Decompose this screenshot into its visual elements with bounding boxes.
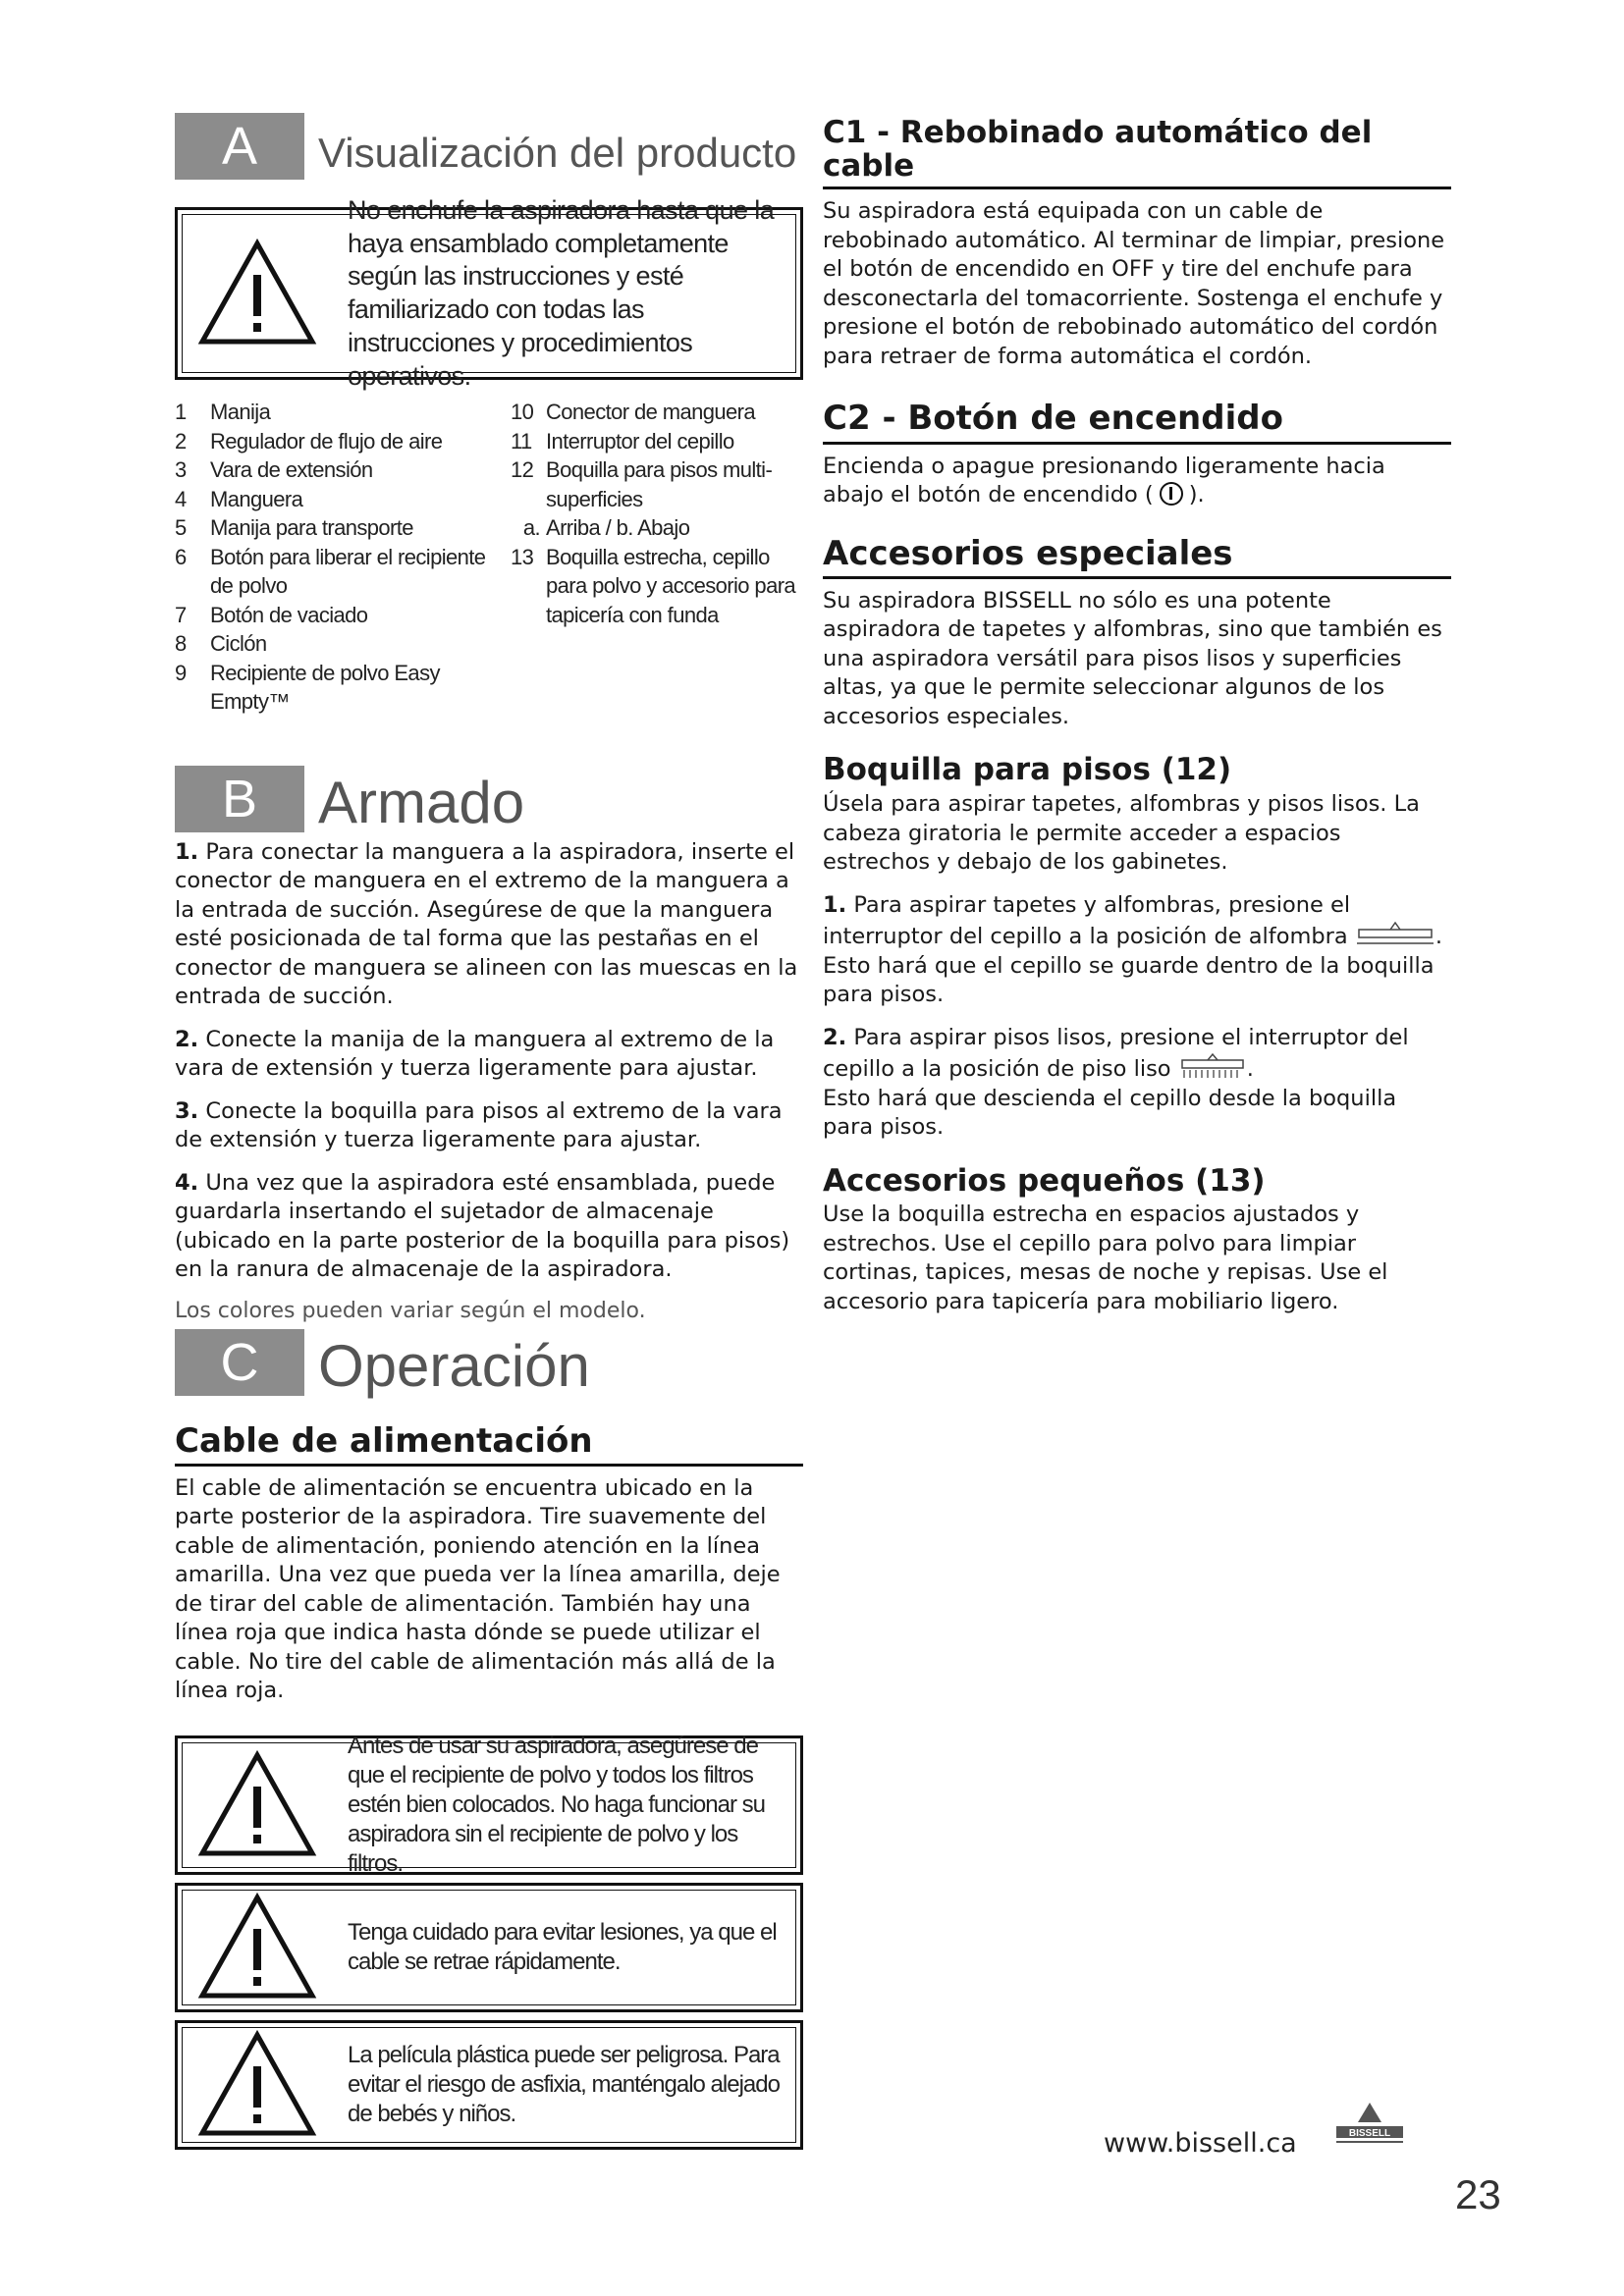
accessories-heading: Accesorios especiales <box>823 536 1451 579</box>
part-label: Ciclón <box>210 631 267 656</box>
part-item <box>511 543 803 630</box>
part-number: 12 <box>511 457 534 482</box>
floor-step-2 <box>823 1024 1451 1143</box>
part-label: Recipiente de polvo Easy Empty™ <box>210 660 440 714</box>
assembly-step <box>175 838 803 1012</box>
part-number: 7 <box>175 602 187 627</box>
floor-step-1-text-a: Para aspirar tapetes y alfombras, presione el interruptor del cepillo a la posición de alfombra <box>823 891 1351 950</box>
assembly-step-text: Una vez que la aspiradora esté ensamblada, puede guardarla insertando el sujetador de almacenaje (ubicado en la parte posterior de la boquilla para pisos) en la ranura de almacenaje de la aspiradora. <box>175 1169 790 1282</box>
part-label: Boquilla para pisos multi-superficies <box>546 457 773 511</box>
floor-step-2-number: 2. <box>823 1024 847 1050</box>
assembly-step-number: 1. <box>175 838 199 865</box>
c1-heading: C1 - Rebobinado automático del cable <box>823 116 1451 189</box>
part-item <box>511 455 803 513</box>
part-item <box>511 398 803 427</box>
part-label: Arriba / b. Abajo <box>546 515 690 540</box>
c2-text-part-b: ). <box>1188 482 1205 508</box>
part-label: Conector de manguera <box>546 400 756 424</box>
part-label: Manija para transporte <box>210 515 413 540</box>
right-column <box>823 116 1451 1330</box>
carpet-position-icon <box>1355 920 1435 949</box>
part-number: 11 <box>511 428 532 454</box>
small-accessories-text: Use la boquilla estrecha en espacios ajustados y estrechos. Use el cepillo para polvo para limpiar cortinas, tapices, mesas de noche y repisas. Use el accesorio para tapicería para mobiliario ligero. <box>823 1201 1388 1314</box>
assembly-steps <box>175 838 803 1285</box>
part-item <box>175 659 511 717</box>
floor-nozzle-text: Úsela para aspirar tapetes, alfombras y pisos lisos. La cabeza giratoria le permite acceder a espacios estrechos y debajo de los gabinetes. <box>823 791 1420 876</box>
warning-triangle-icon <box>196 1749 318 1861</box>
part-number: 9 <box>175 660 187 685</box>
part-label: Botón para liberar el recipiente de polvo <box>210 544 486 598</box>
warning-text-cable: Tenga cuidado para evitar lesiones, ya que el cable se retrae rápidamente. <box>348 1918 777 1975</box>
assembly-step <box>175 1026 803 1084</box>
parts-list-right <box>511 398 803 717</box>
part-number: a. <box>522 515 540 540</box>
section-b-title: Armado <box>318 769 525 835</box>
section-c-title: Operación <box>318 1332 590 1399</box>
assembly-step-text: Conecte la manija de la manguera al extremo de la vara de extensión y tuerza ligeramente para ajustar. <box>175 1026 775 1081</box>
part-number: 8 <box>175 631 187 656</box>
parts-list <box>175 398 803 717</box>
accessories-text: Su aspiradora BISSELL no sólo es una potente aspiradora de tapetes y alfombras, sino que también es una aspiradora versátil para pisos lisos y superficies altas, ya que le permite seleccionar algunos de los accesorios especiales. <box>823 587 1442 729</box>
floor-step-2-text-a: Para aspirar pisos lisos, presione el interruptor del cepillo a la posición de piso liso <box>823 1024 1409 1083</box>
c2-text <box>823 453 1451 510</box>
hard-floor-position-icon <box>1178 1052 1247 1082</box>
part-item <box>175 543 511 601</box>
power-icon <box>1160 482 1183 506</box>
warning-box-filters <box>175 1732 803 1877</box>
bissell-logo-text: BISSELL <box>1348 2128 1391 2139</box>
part-label: Manguera <box>210 486 303 511</box>
cable-heading: Cable de alimentación <box>175 1423 803 1467</box>
part-label: Vara de extensión <box>210 457 373 482</box>
section-b-header <box>175 766 803 835</box>
section-a-header <box>175 113 803 180</box>
assembly-step-number: 4. <box>175 1169 199 1196</box>
part-item <box>511 513 803 543</box>
floor-step-2-text-c: Esto hará que descienda el cepillo desde la boquilla para pisos. <box>823 1085 1397 1141</box>
part-item <box>175 398 511 427</box>
assembly-step-text: Para conectar la manguera a la aspiradora, inserte el conector de manguera en el extremo de la manguera a la entrada de succión. Asegúrese de que la manguera esté posicionada de tal forma que las pestañas en el conector de manguera se alineen con las muescas en la entrada de succión. <box>175 838 798 1009</box>
warning-text-plastic: La película plástica puede ser peligrosa. Para evitar el riesgo de asfixia, manténgalo alejado de bebés y niños. <box>348 2041 780 2127</box>
section-b-letter: B <box>175 766 304 832</box>
section-c-header <box>175 1329 803 1399</box>
assembly-step-number: 3. <box>175 1097 199 1124</box>
assembly-step-number: 2. <box>175 1026 199 1052</box>
part-item <box>511 427 803 456</box>
part-label: Manija <box>210 400 271 424</box>
assembly-step <box>175 1169 803 1285</box>
page-number: 23 <box>1455 2171 1501 2217</box>
floor-step-1 <box>823 891 1451 1010</box>
warning-text-assembly: No enchufe la aspiradora hasta que la haya ensamblado completamente según las instrucciones y esté familiarizado con todas las instrucciones y procedimientos operativos. <box>348 194 775 391</box>
warning-box-assembly <box>175 194 803 391</box>
bissell-logo <box>1330 2101 1409 2150</box>
website-url: www.bissell.ca <box>1104 2128 1297 2159</box>
part-item <box>175 455 511 485</box>
c2-text-part-a: Encienda o apague presionando ligeramente hacia abajo el botón de encendido ( <box>823 453 1385 508</box>
part-label: Interruptor del cepillo <box>546 428 734 454</box>
small-accessories-heading: Accesorios pequeños (13) <box>823 1162 1266 1199</box>
assembly-step-text: Conecte la boquilla para pisos al extremo de la vara de extensión y tuerza ligeramente para ajustar. <box>175 1097 783 1152</box>
left-column <box>175 113 803 2150</box>
parts-list-left <box>175 398 511 717</box>
part-number: 1 <box>175 400 187 424</box>
warning-triangle-icon <box>196 1892 318 2003</box>
part-number: 2 <box>175 428 187 454</box>
part-label: Boquilla estrecha, cepillo para polvo y accesorio para tapicería con funda <box>546 544 796 627</box>
warning-triangle-icon <box>196 238 318 349</box>
warning-box-cable <box>175 1883 803 2012</box>
section-a-title: Visualización del producto <box>318 130 797 176</box>
part-item <box>175 601 511 630</box>
part-label: Regulador de flujo de aire <box>210 428 443 454</box>
part-item <box>175 513 511 543</box>
floor-nozzle-heading: Boquilla para pisos (12) <box>823 752 1232 788</box>
color-note: Los colores pueden variar según el modelo. <box>175 1298 646 1323</box>
part-item <box>175 629 511 659</box>
warning-text-filters: Antes de usar su aspiradora, asegúrese de que el recipiente de polvo y todos los filtros estén bien colocados. No haga funcionar su aspiradora sin el recipiente de polvo y los filtros. <box>348 1732 765 1877</box>
part-item <box>175 485 511 514</box>
part-number: 5 <box>175 515 187 540</box>
warning-triangle-icon <box>196 2029 318 2141</box>
part-item <box>175 427 511 456</box>
assembly-step <box>175 1097 803 1155</box>
cable-text: El cable de alimentación se encuentra ubicado en la parte posterior de la aspiradora. Tire suavemente del cable de alimentación, poniendo atención en la línea amarilla. Una vez que pueda ver la línea amarilla, deje de tirar del cable de alimentación. También hay una línea roja que indica hasta dónde se puede utilizar el cable. No tire del cable de alimentación más allá de la línea roja. <box>175 1474 781 1704</box>
floor-step-1-text-b: . Esto hará que el cepillo se guarde dentro de la boquilla para pisos. <box>823 924 1443 1008</box>
part-number: 13 <box>511 544 534 569</box>
c2-heading: C2 - Botón de encendido <box>823 400 1451 444</box>
floor-step-2-text-b: . <box>1246 1056 1254 1083</box>
c1-text: Su aspiradora está equipada con un cable de rebobinado automático. Al terminar de limpiar, presione el botón de encendido en OFF y tire del enchufe para desconectarla del tomacorriente. Sostenga el enchufe y presione el botón de rebobinado automático del cordón para retraer de forma automática el cordón. <box>823 198 1445 369</box>
warning-box-plastic <box>175 2020 803 2150</box>
section-a-letter: A <box>175 113 304 180</box>
part-number: 4 <box>175 486 187 511</box>
part-number: 10 <box>511 400 534 424</box>
part-number: 6 <box>175 544 187 569</box>
section-c-letter: C <box>175 1329 304 1396</box>
floor-step-1-number: 1. <box>823 891 847 918</box>
part-label: Botón de vaciado <box>210 602 368 627</box>
part-number: 3 <box>175 457 187 482</box>
